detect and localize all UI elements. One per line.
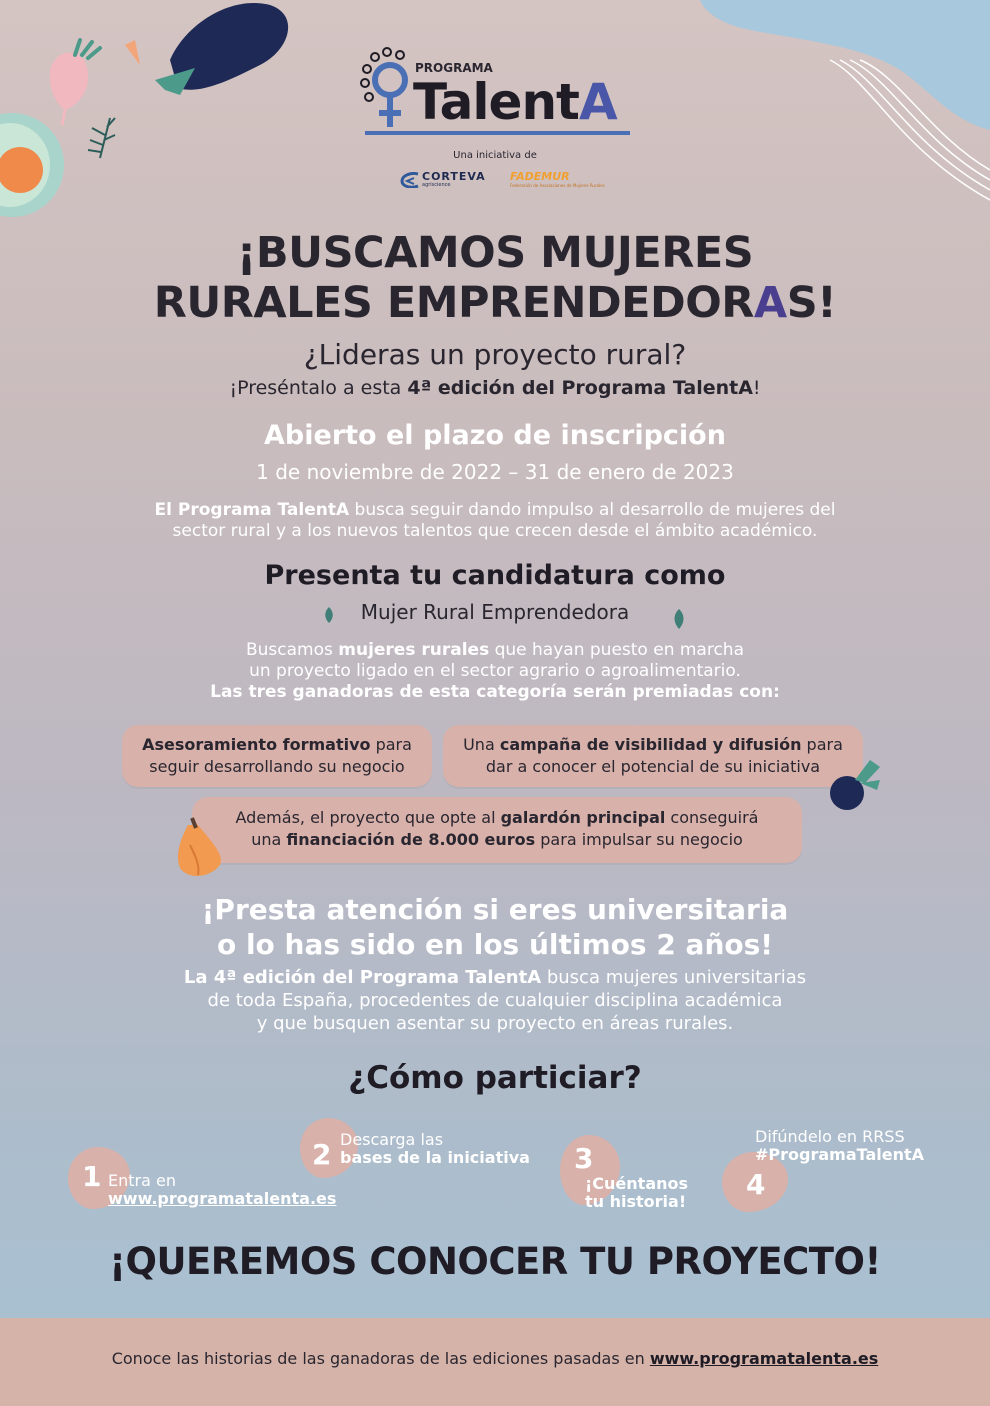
radish-icon [50, 53, 88, 110]
registration-dates: 1 de noviembre de 2022 – 31 de enero de 2023 [256, 460, 734, 484]
university-desc1-rest: busca mujeres universitarias [541, 967, 807, 988]
candidacy-desc2: un proyecto ligado en el sector agrario o agroalimentario. [249, 661, 741, 681]
prize3-l2-bold: financiación de 8.000 euros [286, 830, 536, 849]
intro-line1 [0, 500, 990, 520]
headline-line2-start: RURALES EMPRENDEDOR [153, 278, 754, 328]
how-title: ¿Cómo particiar? [348, 1060, 642, 1096]
prize-box-visibility [443, 725, 863, 787]
candidacy-desc1-start: Buscamos [245, 640, 339, 660]
prize1-line2: seguir desarrollando su negocio [149, 757, 405, 776]
candidacy-desc1-bold: mujeres rurales [338, 640, 490, 660]
corteva-sub: agriscience [422, 182, 451, 188]
question-title: ¿Lideras un proyecto rural? [303, 338, 687, 371]
step4-line1: Difúndelo en RRSS [755, 1127, 905, 1146]
beet-icon [825, 755, 887, 813]
question-subtitle [0, 377, 990, 399]
headline-line2-end: S! [786, 278, 837, 328]
footer-text-main: Conoce las historias de las ganadoras de las ediciones pasadas en [111, 1349, 650, 1368]
vegetable-decoration-top-left [0, 0, 320, 230]
logo-underline [365, 131, 630, 135]
step3-number: 3 [574, 1142, 594, 1175]
prize2-line1 [443, 734, 863, 756]
prize1-rest: para [370, 735, 412, 754]
university-desc1-bold: La 4ª edición del Programa TalentA [183, 967, 542, 988]
university-title2: o lo has sido en los últimos 2 años! [216, 928, 774, 961]
closing-headline: ¡QUEREMOS CONOCER TU PROYECTO! [109, 1240, 881, 1283]
university-title1: ¡Presta atención si eres universitaria [201, 893, 789, 926]
step4-number: 4 [746, 1168, 766, 1201]
question-sub-bold: 4ª edición del Programa TalentA [407, 377, 753, 399]
footer-link[interactable]: www.programatalenta.es [649, 1349, 879, 1368]
intro-rest: busca seguir dando impulso al desarrollo de mujeres del [349, 500, 836, 520]
corteva-mark-icon [400, 172, 420, 188]
step3-line2: tu historia! [585, 1192, 687, 1211]
squash-icon [170, 810, 230, 880]
university-desc2: de toda España, procedentes de cualquier disciplina académica [207, 990, 783, 1011]
footer [0, 1318, 990, 1406]
university-desc1 [0, 967, 990, 988]
initiative-label: Una iniciativa de [453, 150, 537, 161]
logo-brand [413, 73, 617, 131]
headline-line2-accent: A [753, 278, 787, 328]
candidacy-desc1-end: que hayan puesto en marcha [489, 640, 745, 660]
prize2-start: Una [463, 735, 500, 754]
question-sub-end: ! [752, 377, 761, 399]
candidacy-category: Mujer Rural Emprendedora [360, 600, 630, 624]
fademur-sub: Federación de Asociaciones de Mujeres Rurales [510, 183, 605, 188]
step1-number: 1 [82, 1160, 102, 1193]
female-symbol-icon [355, 45, 415, 135]
prize3-line2 [192, 829, 802, 851]
prize3-line1 [192, 807, 802, 829]
university-desc3: y que busquen asentar su proyecto en áreas rurales. [256, 1013, 734, 1034]
prize1-bold: Asesoramiento formativo [142, 735, 371, 754]
wave-decoration-top-right [700, 0, 990, 210]
candidacy-desc3: Las tres ganadoras de esta categoría serán premiadas con: [210, 682, 780, 702]
prize3-start: Además, el proyecto que opte al [235, 808, 501, 827]
leaf-icon-right [670, 608, 688, 630]
prize2-bold: campaña de visibilidad y difusión [499, 735, 802, 754]
footer-text [0, 1349, 990, 1368]
registration-title: Abierto el plazo de inscripción [264, 420, 726, 451]
prize3-rest: conseguirá [665, 808, 759, 827]
intro-line2: sector rural y a los nuevos talentos que crecen desde el ámbito académico. [172, 521, 818, 541]
step3-line1: ¡Cuéntanos [585, 1174, 689, 1193]
fademur-name: FADEMUR [510, 170, 570, 183]
candidacy-title: Presenta tu candidatura como [264, 560, 726, 591]
prize2-rest: para [801, 735, 843, 754]
step2-line1: Descarga las [340, 1130, 444, 1149]
corteva-logo [400, 170, 495, 190]
talenta-logo [355, 45, 635, 145]
step2-number: 2 [312, 1138, 332, 1171]
prize3-l2-rest: para impulsar su negocio [535, 830, 743, 849]
logo-program-label: PROGRAMA [415, 61, 493, 75]
logo-brand-main: Talent [413, 73, 579, 131]
prize-box-funding [192, 797, 802, 863]
headline-line2 [0, 278, 990, 328]
candidacy-desc1 [0, 640, 990, 660]
logo-brand-accent: A [578, 73, 617, 131]
step1-line1: Entra en [108, 1171, 176, 1190]
headline-line1: ¡BUSCAMOS MUJERES [236, 228, 754, 278]
prize3-l2-start: una [251, 830, 287, 849]
corteva-name: CORTEVA [422, 170, 486, 183]
step4-line2: #ProgramaTalentA [755, 1145, 925, 1164]
intro-bold: El Programa TalentA [154, 500, 350, 520]
question-sub-start: ¡Preséntalo a esta [229, 377, 408, 399]
prize3-bold: galardón principal [500, 808, 666, 827]
step1-link[interactable]: www.programatalenta.es [108, 1189, 337, 1208]
fademur-logo [510, 168, 605, 192]
prize-box-training [122, 725, 432, 787]
step2-line2: bases de la iniciativa [340, 1148, 530, 1167]
prize1-line1 [122, 734, 432, 756]
prize2-line2: dar a conocer el potencial de su iniciativa [485, 757, 821, 776]
